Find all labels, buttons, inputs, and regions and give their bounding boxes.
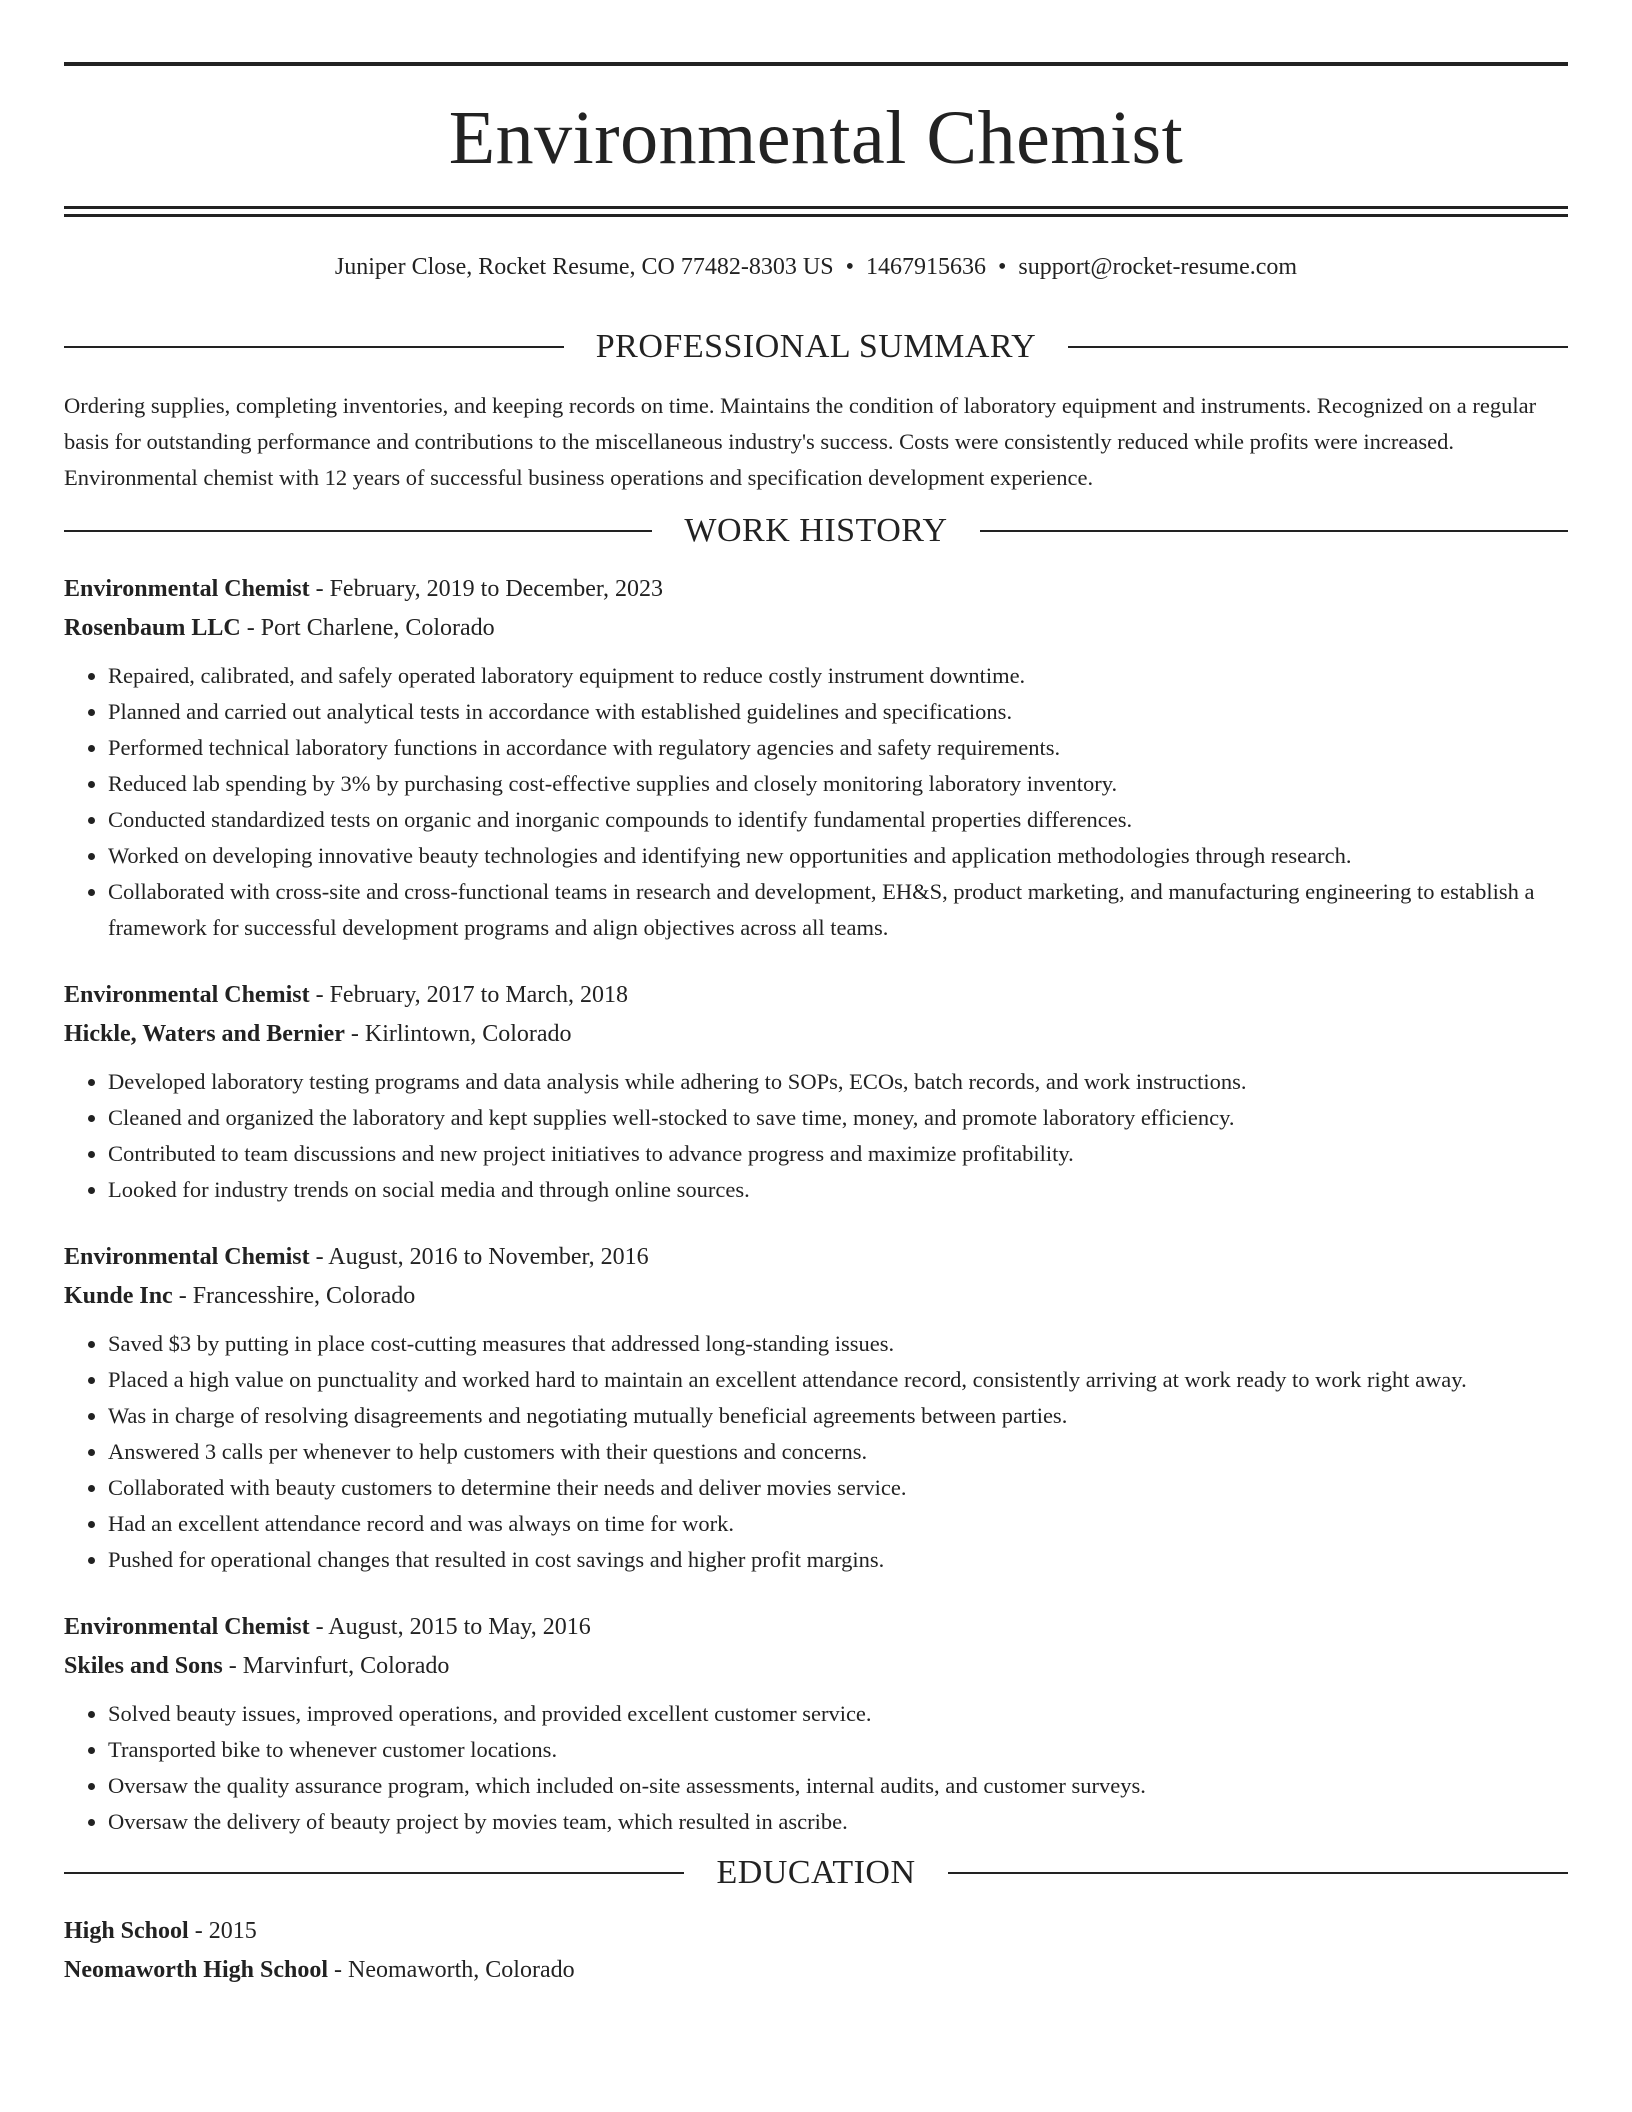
- job-bullets: [64, 1064, 1568, 1208]
- heading-rule-left: [64, 346, 564, 348]
- contact-separator: •: [997, 254, 1007, 280]
- job-bullet: • Was in charge of resolving disagreements and negotiating mutually beneficial agreements between parties.: [108, 1398, 1568, 1434]
- job-dates: - August, 2015 to May, 2016: [309, 1613, 591, 1640]
- job-company-line: [64, 1277, 1568, 1316]
- job-dates: - February, 2019 to December, 2023: [309, 575, 663, 602]
- resume-name: Environmental Chemist: [448, 96, 1184, 180]
- job-company-line: [64, 609, 1568, 648]
- job-bullet: • Collaborated with cross-site and cross-functional teams in research and development, EH&S, product marketing, and manufacturing engineering to establish a framework for successful development programs and align objectives across all teams.: [108, 874, 1568, 946]
- section-title: EDUCATION: [716, 1853, 916, 1891]
- job-location: - Francesshire, Colorado: [172, 1282, 416, 1309]
- job-bullet: • Repaired, calibrated, and safely operated laboratory equipment to reduce costly instrument downtime.: [108, 658, 1568, 694]
- job-bullet: • Pushed for operational changes that resulted in cost savings and higher profit margins.: [108, 1542, 1568, 1578]
- job-entry: [64, 570, 1568, 946]
- job-bullet: • Developed laboratory testing programs and data analysis while adhering to SOPs, ECOs, batch records, and work instructions.: [108, 1064, 1568, 1100]
- job-title-line: [64, 976, 1568, 1015]
- job-entry: [64, 976, 1568, 1208]
- job-title-line: [64, 570, 1568, 609]
- education-year: - 2015: [188, 1917, 257, 1944]
- job-location: - Kirlintown, Colorado: [344, 1020, 572, 1047]
- education-degree-line: [64, 1912, 1568, 1951]
- education-entry: [64, 1912, 1568, 1990]
- job-bullet: • Cleaned and organized the laboratory and kept supplies well-stocked to save time, money, and promote laboratory efficiency.: [108, 1100, 1568, 1136]
- job-company: Hickle, Waters and Bernier: [64, 1020, 345, 1047]
- job-company-line: [64, 1647, 1568, 1686]
- job-title: Environmental Chemist: [64, 575, 310, 602]
- job-bullet: • Saved $3 by putting in place cost-cutting measures that addressed long-standing issues.: [108, 1326, 1568, 1362]
- job-bullet: • Conducted standardized tests on organic and inorganic compounds to identify fundamental properties differences.: [108, 802, 1568, 838]
- job-bullet: • Reduced lab spending by 3% by purchasing cost-effective supplies and closely monitoring laboratory inventory.: [108, 766, 1568, 802]
- job-bullet: • Oversaw the delivery of beauty project by movies team, which resulted in ascribe.: [108, 1804, 1568, 1840]
- job-bullets: [64, 1326, 1568, 1578]
- contact-line: [64, 253, 1568, 282]
- job-title-line: [64, 1608, 1568, 1647]
- job-bullet: • Answered 3 calls per whenever to help customers with their questions and concerns.: [108, 1434, 1568, 1470]
- job-title: Environmental Chemist: [64, 1613, 310, 1640]
- job-company: Skiles and Sons: [64, 1652, 223, 1679]
- heading-rule-right: [980, 530, 1568, 532]
- education-school-line: [64, 1951, 1568, 1990]
- job-bullet: • Collaborated with beauty customers to determine their needs and deliver movies service.: [108, 1470, 1568, 1506]
- job-bullets: [64, 1696, 1568, 1840]
- job-bullet: • Oversaw the quality assurance program, which included on-site assessments, internal audits, and customer surveys.: [108, 1768, 1568, 1804]
- job-dates: - February, 2017 to March, 2018: [309, 981, 628, 1008]
- section-heading-summary: [64, 327, 1568, 365]
- job-title: Environmental Chemist: [64, 1243, 310, 1270]
- summary-paragraph: Ordering supplies, completing inventories, and keeping records on time. Maintains the condition of laboratory equipment and instruments. Recognized on a regular basis for outstanding performance and contributions to the miscellaneous industry's success. Costs were consistently reduced while profits were increased. Environmental chemist with 12 years of successful business operations and specification development experience.: [64, 392, 1537, 490]
- heading-rule-left: [64, 1872, 684, 1874]
- section-heading-education: [64, 1853, 1568, 1891]
- job-bullet: • Contributed to team discussions and new project initiatives to advance progress and maximize profitability.: [108, 1136, 1568, 1172]
- contact-address: Juniper Close, Rocket Resume, CO 77482-8303 US: [334, 254, 834, 280]
- education-school: Neomaworth High School: [64, 1956, 328, 1983]
- job-bullet: • Had an excellent attendance record and was always on time for work.: [108, 1506, 1568, 1542]
- job-bullet: • Placed a high value on punctuality and worked hard to maintain an excellent attendance record, consistently arriving at work ready to work right away.: [108, 1362, 1568, 1398]
- section-title: WORK HISTORY: [684, 511, 948, 549]
- job-bullet: • Performed technical laboratory functions in accordance with regulatory agencies and safety requirements.: [108, 730, 1568, 766]
- contact-phone: 1467915636: [865, 254, 986, 280]
- job-location: - Marvinfurt, Colorado: [222, 1652, 450, 1679]
- section-title: PROFESSIONAL SUMMARY: [595, 327, 1037, 365]
- job-bullet: • Transported bike to whenever customer locations.: [108, 1732, 1568, 1768]
- job-location: - Port Charlene, Colorado: [240, 614, 495, 641]
- header-top-rule: [64, 62, 1568, 66]
- heading-rule-right: [1068, 346, 1568, 348]
- header-double-rule: [64, 206, 1568, 217]
- job-title: Environmental Chemist: [64, 981, 310, 1008]
- job-company-line: [64, 1015, 1568, 1054]
- heading-rule-left: [64, 530, 652, 532]
- job-entry: [64, 1238, 1568, 1578]
- education-location: - Neomaworth, Colorado: [328, 1956, 575, 1983]
- heading-rule-right: [948, 1872, 1568, 1874]
- job-entry: [64, 1608, 1568, 1840]
- job-bullet: • Solved beauty issues, improved operations, and provided excellent customer service.: [108, 1696, 1568, 1732]
- job-bullet: • Worked on developing innovative beauty technologies and identifying new opportunities and application methodologies through research.: [108, 838, 1568, 874]
- job-title-line: [64, 1238, 1568, 1277]
- job-bullets: [64, 658, 1568, 946]
- job-company: Rosenbaum LLC: [64, 614, 241, 641]
- job-bullet: • Looked for industry trends on social media and through online sources.: [108, 1172, 1568, 1208]
- education-degree: High School: [64, 1917, 189, 1944]
- contact-separator: •: [845, 254, 854, 280]
- section-heading-work-history: [64, 511, 1568, 549]
- job-dates: - August, 2016 to November, 2016: [309, 1243, 649, 1270]
- job-bullet: • Planned and carried out analytical tests in accordance with established guidelines and specifications.: [108, 694, 1568, 730]
- contact-email: support@rocket-resume.com: [1018, 254, 1298, 280]
- job-company: Kunde Inc: [64, 1282, 173, 1309]
